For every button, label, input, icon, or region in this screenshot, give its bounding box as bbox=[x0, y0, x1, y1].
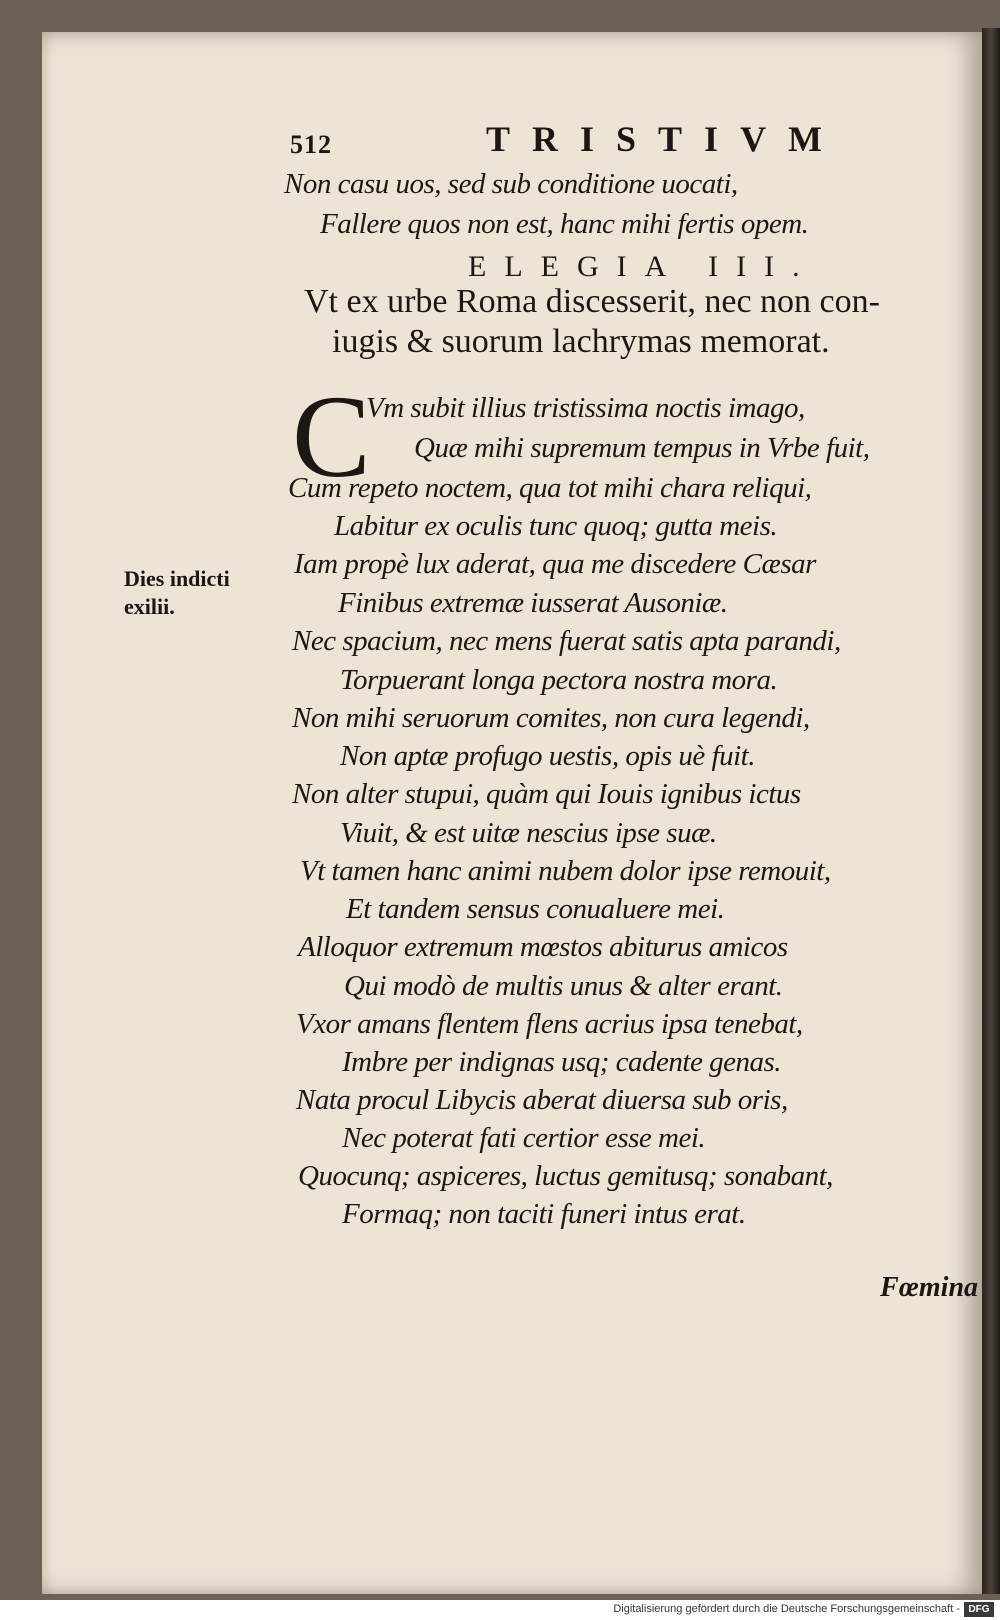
verse-line: Non casu uos, sed sub conditione uocati, bbox=[284, 168, 738, 200]
poem-line: Torpuerant longa pectora nostra mora. bbox=[340, 664, 778, 696]
elegia-summary-line: iugis & suorum lachrymas memorat. bbox=[332, 323, 830, 360]
page-number: 512 bbox=[290, 130, 332, 159]
poem-line: Vm subit illius tristissima noctis imago, bbox=[366, 392, 805, 424]
poem-line: Finibus extremæ iusserat Ausoniæ. bbox=[338, 587, 728, 619]
poem-line: Alloquor extremum mœstos abiturus amicos bbox=[298, 931, 788, 963]
poem-line: Cum repeto noctem, qua tot mihi chara reliqui, bbox=[288, 472, 812, 504]
footer-credit: Digitalisierung gefördert durch die Deutsche Forschungsgemeinschaft - bbox=[613, 1603, 960, 1615]
poem-line: Non aptæ profugo uestis, opis uè fuit. bbox=[340, 740, 755, 772]
poem-line: Labitur ex oculis tunc quoq; gutta meis. bbox=[334, 510, 778, 542]
catchword: Fœmina bbox=[880, 1272, 979, 1303]
poem-line: Imbre per indignas usq; cadente genas. bbox=[342, 1046, 782, 1078]
elegia-title: ELEGIA III. bbox=[468, 250, 818, 283]
poem-line: Quocunq; aspiceres, luctus gemitusq; sonabant, bbox=[298, 1160, 833, 1192]
poem-line: Formaq; non taciti funeri intus erat. bbox=[342, 1198, 746, 1230]
poem-line: Viuit, & est uitæ nescius ipse suæ. bbox=[340, 817, 717, 849]
verse-line: Fallere quos non est, hanc mihi fertis opem. bbox=[320, 208, 809, 240]
margin-note bbox=[124, 565, 230, 621]
page-edge bbox=[982, 28, 1000, 1594]
poem-line: Vt tamen hanc animi nubem dolor ipse remouit, bbox=[300, 855, 831, 887]
poem-line: Iam propè lux aderat, qua me discedere Cæsar bbox=[294, 548, 816, 580]
poem-line: Non mihi seruorum comites, non cura legendi, bbox=[292, 702, 810, 734]
margin-note-line: Dies indicti bbox=[124, 566, 230, 591]
elegia-summary-line: Vt ex urbe Roma discesserit, nec non con- bbox=[304, 283, 880, 320]
margin-note-line: exilii. bbox=[124, 594, 175, 619]
poem-line: Nec poterat fati certior esse mei. bbox=[342, 1122, 706, 1154]
poem-line: Nec spacium, nec mens fuerat satis apta parandi, bbox=[292, 625, 841, 657]
dfg-logo-icon: DFG bbox=[964, 1602, 994, 1617]
poem-line: Vxor amans flentem flens acrius ipsa tenebat, bbox=[296, 1008, 803, 1040]
drop-cap: C bbox=[292, 371, 371, 502]
poem-line: Nata procul Libycis aberat diuersa sub oris, bbox=[296, 1084, 788, 1116]
poem-line: Non alter stupui, quàm qui Iouis ignibus ictus bbox=[292, 778, 801, 810]
poem-line: Et tandem sensus conualuere mei. bbox=[346, 893, 725, 925]
running-title: TRISTIVM bbox=[486, 119, 845, 159]
poem-line: Quæ mihi supremum tempus in Vrbe fuit, bbox=[414, 432, 870, 464]
poem-line: Qui modò de multis unus & alter erant. bbox=[344, 970, 783, 1002]
